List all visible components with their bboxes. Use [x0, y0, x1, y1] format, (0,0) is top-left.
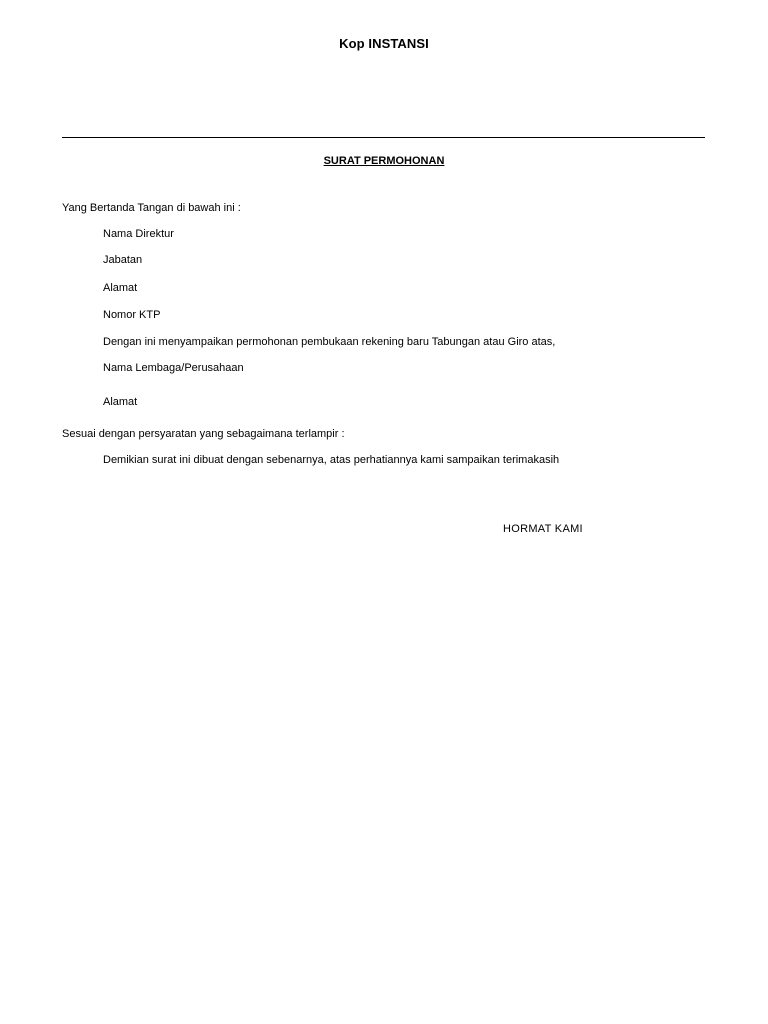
- field-nomor-ktp: Nomor KTP: [103, 309, 161, 321]
- field-jabatan: Jabatan: [103, 254, 143, 266]
- field-nama-lembaga: Nama Lembaga/Perusahaan: [103, 362, 244, 374]
- field-alamat: Alamat: [103, 282, 138, 294]
- closing-text: Demikian surat ini dibuat dengan sebenarnya, atas perhatiannya kami sampaikan terimakasih: [103, 454, 560, 466]
- request-text: Dengan ini menyampaikan permohonan pembukaan rekening baru Tabungan atau Giro atas,: [103, 336, 556, 348]
- letterhead-divider: [62, 137, 705, 138]
- requirements-text: Sesuai dengan persyaratan yang sebagaimana terlampir :: [62, 428, 345, 440]
- field-alamat-lembaga: Alamat: [103, 396, 138, 408]
- field-nama-direktur: Nama Direktur: [103, 228, 174, 240]
- intro-text: Yang Bertanda Tangan di bawah ini :: [62, 202, 241, 214]
- letterhead-title: Kop INSTANSI: [339, 36, 429, 51]
- letter-title: SURAT PERMOHONAN: [323, 155, 445, 167]
- signature-label: HORMAT KAMI: [503, 523, 583, 535]
